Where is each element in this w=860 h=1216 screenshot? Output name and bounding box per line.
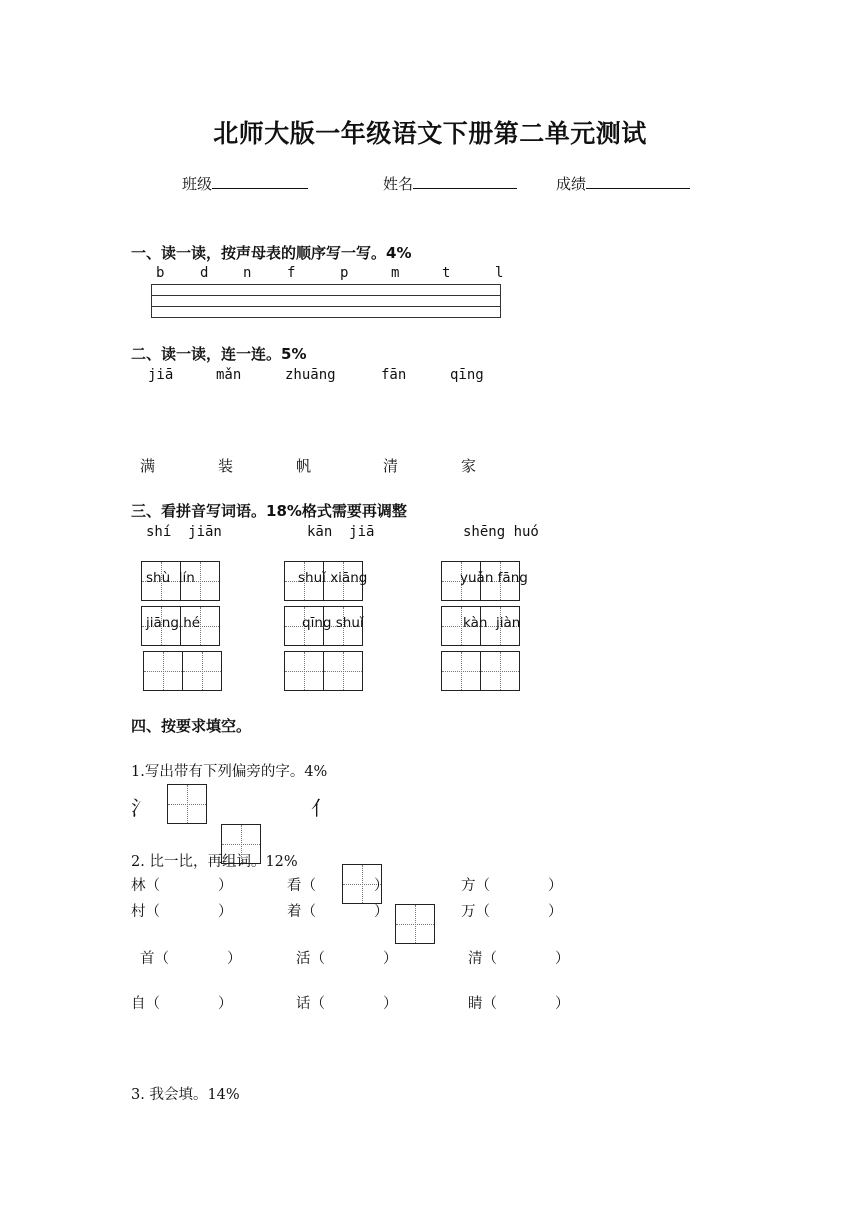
word-blank[interactable]: 话（ ） bbox=[296, 996, 398, 1012]
section-4-heading: 四、按要求填空。 bbox=[131, 717, 252, 735]
word-blank[interactable]: 村（ ） bbox=[131, 904, 233, 920]
pinyin-item: fān bbox=[381, 367, 407, 383]
pinyin-word: jiāng hé bbox=[146, 615, 201, 631]
radical-water: 氵 bbox=[131, 796, 151, 820]
character-item: 帆 bbox=[296, 457, 312, 475]
radical-person: 亻 bbox=[311, 796, 331, 820]
four-line-writing-area[interactable] bbox=[151, 284, 501, 318]
letter: b bbox=[156, 265, 165, 281]
section-3-heading: 三、看拼音写词语。18%格式需要再调整 bbox=[131, 502, 407, 520]
pinyin-item: qīng bbox=[450, 367, 484, 383]
letter: f bbox=[287, 265, 296, 281]
pinyin-word: qīng shuǐ bbox=[302, 615, 364, 631]
word-blank[interactable]: 清（ ） bbox=[468, 951, 570, 967]
word-blank[interactable]: 睛（ ） bbox=[468, 996, 570, 1012]
section-1-heading: 一、读一读，按声母表的顺序写一写。4% bbox=[131, 244, 412, 262]
question-1-text: 1.写出带有下列偏旁的字。4% bbox=[131, 764, 328, 780]
letter: p bbox=[340, 265, 349, 281]
letter: d bbox=[200, 265, 209, 281]
pinyin-word: shēng huó bbox=[463, 524, 539, 540]
class-blank[interactable] bbox=[212, 174, 308, 189]
character-item: 装 bbox=[218, 457, 234, 475]
page-title: 北师大版一年级语文下册第二单元测试 bbox=[213, 119, 647, 148]
class-label: 班级 bbox=[182, 175, 213, 193]
word-blank[interactable]: 方（ ） bbox=[461, 878, 563, 894]
letter: t bbox=[442, 265, 451, 281]
section-2-heading: 二、读一读，连一连。5% bbox=[131, 345, 307, 363]
letter: l bbox=[495, 265, 504, 281]
pinyin-word: yuǎn fāng bbox=[460, 570, 528, 586]
score-field[interactable] bbox=[556, 173, 690, 194]
pinyin-item: zhuāng bbox=[285, 367, 336, 383]
pinyin-word: shí jiān bbox=[146, 524, 222, 540]
score-label: 成绩 bbox=[556, 175, 587, 193]
question-2-text: 2. 比一比，再组词。12% bbox=[131, 854, 298, 870]
word-blank[interactable]: 首（ ） bbox=[140, 951, 242, 967]
name-label: 姓名 bbox=[383, 175, 414, 193]
character-item: 清 bbox=[383, 457, 399, 475]
writing-grid[interactable] bbox=[284, 651, 363, 691]
pinyin-word: kān jiā bbox=[307, 524, 375, 540]
pinyin-word: shuǐ xiāng bbox=[298, 570, 368, 586]
character-item: 满 bbox=[140, 457, 156, 475]
writing-grid[interactable] bbox=[441, 651, 520, 691]
score-blank[interactable] bbox=[586, 174, 690, 189]
word-blank[interactable]: 自（ ） bbox=[131, 996, 233, 1012]
writing-cell[interactable] bbox=[395, 904, 435, 944]
letter: n bbox=[243, 265, 252, 281]
writing-cell[interactable] bbox=[167, 784, 207, 824]
writing-grid[interactable] bbox=[143, 651, 222, 691]
word-blank[interactable]: 看（ ） bbox=[287, 878, 389, 894]
name-field[interactable] bbox=[383, 173, 517, 194]
question-3-text: 3. 我会填。14% bbox=[131, 1087, 240, 1103]
letter: m bbox=[391, 265, 400, 281]
word-blank[interactable]: 万（ ） bbox=[461, 904, 563, 920]
pinyin-word: kàn jiàn bbox=[463, 615, 521, 631]
character-item: 家 bbox=[461, 457, 477, 475]
name-blank[interactable] bbox=[413, 174, 517, 189]
pinyin-item: mǎn bbox=[216, 367, 242, 383]
class-field[interactable] bbox=[182, 173, 308, 194]
pinyin-word: shù lín bbox=[146, 570, 195, 586]
word-blank[interactable]: 活（ ） bbox=[296, 951, 398, 967]
pinyin-item: jiā bbox=[148, 367, 174, 383]
word-blank[interactable]: 林（ ） bbox=[131, 878, 233, 894]
word-blank[interactable]: 着（ ） bbox=[287, 904, 389, 920]
